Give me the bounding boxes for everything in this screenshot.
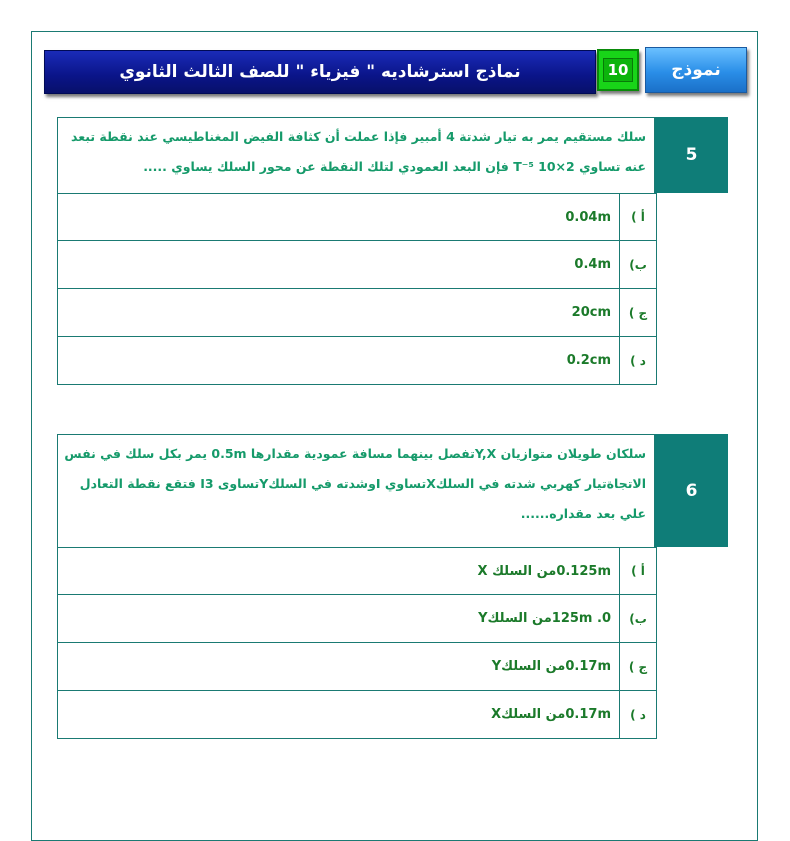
option-text: 0.4m [574,257,611,272]
option-row[interactable] [57,289,657,337]
model-label: نموذج [645,47,747,93]
option-text: 0.17mمن السلكX [491,707,611,722]
question-6-number: 6 [655,434,728,547]
option-row[interactable] [57,241,657,289]
question-5-number: 5 [655,117,728,193]
model-number: 10 [603,58,634,82]
header-title: نماذج استرشاديه " فيزياء " للصف الثالث الثانوي [44,50,596,94]
question-line: سلكان طويلان متوازيان Y,Xتفصل بينهما مسافة عمودية مقدارها 0.5m يمر بكل سلك في نفس [64,446,646,461]
option-row[interactable] [57,691,657,739]
question-line: علي بعد مقداره...... [520,506,646,521]
option-letter: ب) [619,241,656,288]
option-text: 0.17mمن السلكY [491,659,611,674]
option-text: 0.125mمن السلك X [477,563,611,579]
option-text: 20cm [571,305,611,320]
question-6-text [57,434,655,548]
option-row[interactable] [57,595,657,643]
option-letter: د ) [619,337,656,384]
option-letter: ج ) [619,643,656,690]
option-letter: ب) [619,595,656,642]
option-row[interactable] [57,643,657,691]
option-text: 0.2cm [566,353,611,368]
option-row[interactable] [57,547,657,595]
question-5-text [57,117,655,194]
option-text: 0. 125mمن السلكY [478,611,611,626]
question-line: سلك مستقيم يمر به تيار شدتة 4 أمبير فإذا عملت أن كثافة الفيض المغناطيسي عند نقطة تبعد [70,129,646,144]
option-row[interactable] [57,337,657,385]
option-letter: أ ) [619,194,656,240]
option-letter: ج ) [619,289,656,336]
option-letter: أ ) [619,548,656,594]
question-line: عنه تساوي T⁻⁵ 10×2 فإن البعد العمودي لتلك النقطة عن محور السلك يساوي ..... [143,159,646,174]
option-text: 0.04m [565,209,611,225]
option-letter: د ) [619,691,656,738]
model-number-badge [597,49,639,91]
question-line: الاتجاةتيار كهربي شدته في السلكXتساوي Iوشدته في السلكYتساوى I3 فتقع نقطة التعادل [79,476,646,491]
option-row[interactable] [57,193,657,241]
